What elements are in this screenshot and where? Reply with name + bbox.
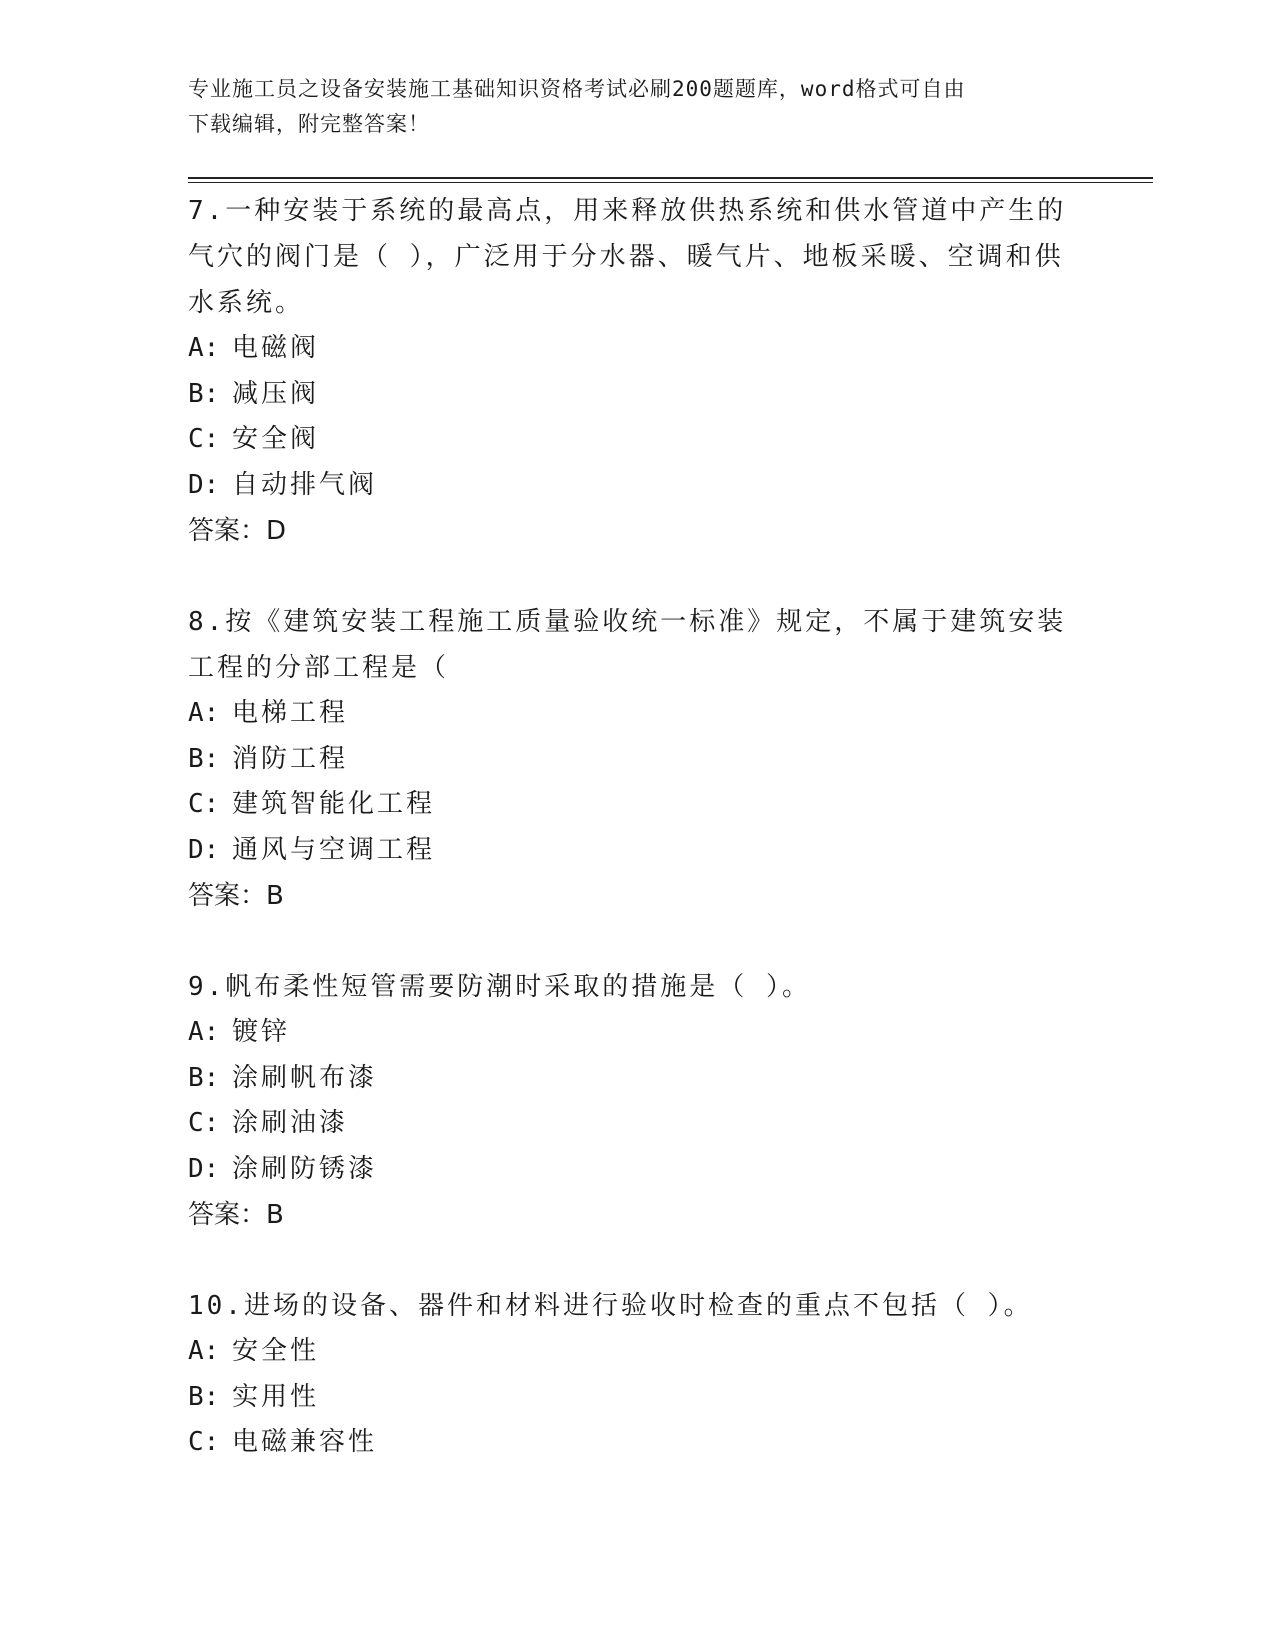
option-key: A: (188, 698, 220, 728)
option-text: 减压阀 (232, 378, 320, 409)
option-text: 建筑智能化工程 (232, 789, 436, 819)
option-key: C: (188, 424, 220, 454)
question-spacer (188, 554, 1088, 599)
option-text: 通风与空调工程 (232, 834, 436, 865)
option-key: B: (188, 743, 220, 774)
header-line-1: 专业施工员之设备安装施工基础知识资格考试必刷200题题库，word格式可自由 (188, 77, 966, 101)
option-text: 涂刷油漆 (232, 1108, 349, 1138)
option-key: C: (188, 1427, 220, 1457)
option-text: 实用性 (232, 1381, 320, 1412)
option-text: 自动排气阀 (232, 469, 378, 500)
option-key: C: (188, 1108, 220, 1138)
option-text: 涂刷帆布漆 (232, 1062, 378, 1093)
question-8 (188, 599, 1088, 919)
option-key: D: (188, 834, 220, 865)
answer-line: 答案：D (188, 516, 287, 546)
answer-line: 答案：B (188, 881, 284, 911)
option-a (188, 691, 1088, 737)
question-list (188, 188, 1088, 1466)
option-a (188, 1010, 1088, 1056)
option-text: 电梯工程 (232, 698, 349, 728)
question-spacer (188, 919, 1088, 964)
option-text: 镀锌 (232, 1017, 291, 1047)
option-text: 安全阀 (232, 424, 320, 454)
option-b (188, 372, 1088, 418)
option-key: B: (188, 1381, 220, 1412)
option-key: B: (188, 1062, 220, 1093)
option-key: C: (188, 789, 220, 819)
option-c (188, 417, 1088, 463)
option-text: 电磁兼容性 (232, 1427, 378, 1457)
question-stem-line: 8.按《建筑安装工程施工质量验收统一标准》规定，不属于建筑安装 (188, 607, 1067, 637)
header-divider-thin (188, 182, 1153, 183)
header-divider-thick (188, 177, 1153, 179)
header-line-2: 下载编辑，附完整答案！ (188, 112, 430, 136)
option-c (188, 782, 1088, 828)
option-d (188, 828, 1088, 874)
answer-line: 答案：B (188, 1200, 284, 1230)
option-key: D: (188, 1153, 220, 1184)
option-key: B: (188, 378, 220, 409)
question-7 (188, 188, 1088, 554)
question-10 (188, 1283, 1088, 1466)
option-b (188, 1375, 1088, 1421)
option-key: A: (188, 1017, 220, 1047)
option-key: A: (188, 1336, 220, 1366)
option-c (188, 1420, 1088, 1466)
option-a (188, 1329, 1088, 1375)
option-a (188, 326, 1088, 372)
option-text: 涂刷防锈漆 (232, 1153, 378, 1184)
option-text: 电磁阀 (232, 333, 320, 363)
question-stem-line: 7.一种安装于系统的最高点，用来释放供热系统和供水管道中产生的 (188, 196, 1067, 226)
option-text: 安全性 (232, 1336, 320, 1366)
option-text: 消防工程 (232, 743, 349, 774)
question-stem-line: 气穴的阀门是（ ），广泛用于分水器、暖气片、地板采暖、空调和供 (188, 242, 1064, 272)
document-header (188, 72, 1068, 142)
option-key: A: (188, 333, 220, 363)
question-stem-line: 9.帆布柔性短管需要防潮时采取的措施是（ ）。 (188, 972, 811, 1002)
option-key: D: (188, 469, 220, 500)
question-spacer (188, 1238, 1088, 1283)
question-9 (188, 964, 1088, 1238)
option-b (188, 737, 1088, 783)
option-b (188, 1056, 1088, 1102)
option-d (188, 463, 1088, 509)
option-d (188, 1147, 1088, 1193)
question-stem-line: 水系统。 (188, 288, 305, 318)
question-stem-line: 工程的分部工程是（ (188, 653, 450, 683)
question-stem-line: 10.进场的设备、器件和材料进行验收时检查的重点不包括（ ）。 (188, 1291, 1033, 1321)
option-c (188, 1101, 1088, 1147)
